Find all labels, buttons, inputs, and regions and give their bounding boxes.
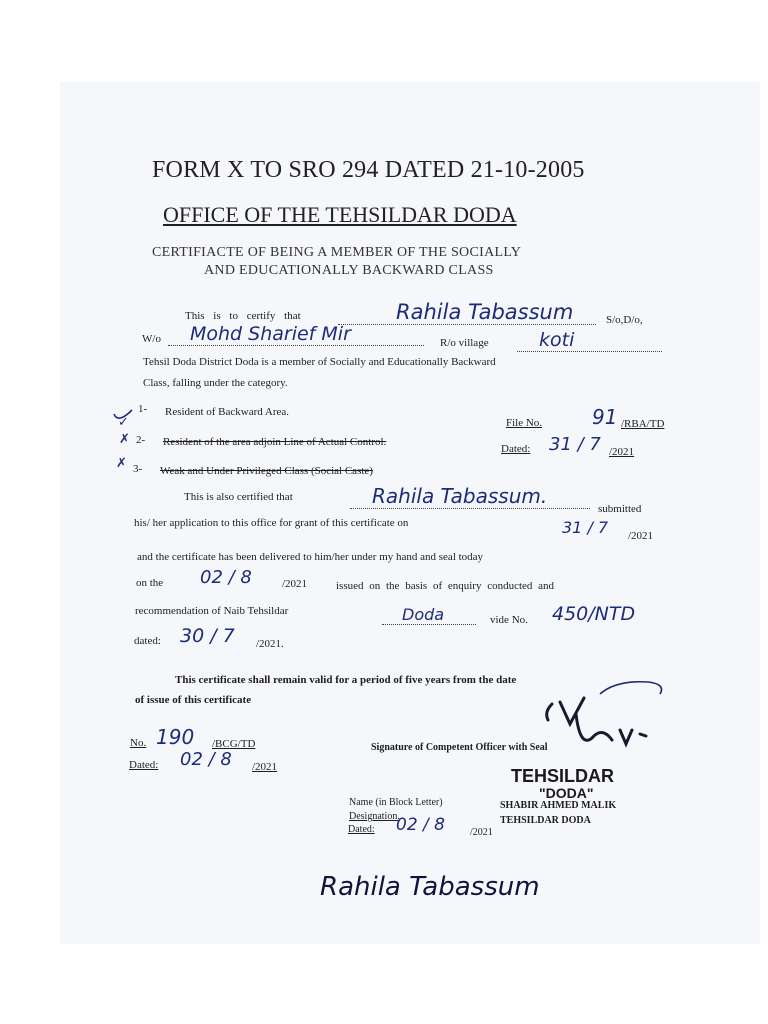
- check-mark-icon: ✓: [118, 415, 129, 430]
- footer-dated-label: Dated:: [348, 824, 375, 835]
- delivery-date: 02 / 8: [200, 567, 252, 588]
- validity-line2: of issue of this certificate: [135, 694, 252, 706]
- category-2-label: Resident of the area adjoin Line of Actual Control.: [163, 436, 387, 448]
- delivery-year: /2021: [282, 578, 308, 590]
- vide-label: vide No.: [490, 614, 528, 626]
- issued-basis: issued on the basis of enquiry conducted and: [336, 580, 555, 592]
- category-3-number: 3-: [133, 463, 143, 475]
- validity-line1: This certificate shall remain valid for a period of five years from the date: [175, 674, 517, 686]
- application-year: /2021: [628, 530, 654, 542]
- footer-dated-year: /2021: [470, 827, 493, 838]
- enquiry-date: 30 / 7: [180, 625, 235, 647]
- certify-intro: This is to certify that: [185, 310, 301, 322]
- application-date: 31 / 7: [562, 518, 609, 537]
- office-title: OFFICE OF THE TEHSILDAR DODA: [163, 202, 517, 227]
- recommendation-label: recommendation of Naib Tehsildar: [135, 605, 289, 617]
- certificate-heading-line1: CERTIFIACTE OF BEING A MEMBER OF THE SOCIALLY: [152, 245, 522, 260]
- delivery-line: and the certificate has been delivered to him/her under my hand and seal today: [137, 551, 484, 563]
- also-name-field: Rahila Tabassum.: [350, 484, 590, 509]
- designation-value: TEHSILDAR DODA: [500, 815, 591, 826]
- certificate-no-label: No.: [130, 737, 147, 749]
- stamp-title: TEHSILDAR: [511, 766, 614, 786]
- enquiry-dated-label: dated:: [134, 635, 161, 647]
- also-intro: This is also certified that: [184, 491, 293, 503]
- application-line: his/ her application to this office for grant of this certificate on: [134, 517, 409, 529]
- certificate-no-suffix: /BCG/TD: [212, 738, 256, 750]
- category-3-label: Weak and Under Privileged Class (Social Caste): [160, 465, 373, 477]
- category-1-label: Resident of Backward Area.: [165, 406, 290, 418]
- designation-label: Designation.: [349, 811, 400, 822]
- form-title: FORM X TO SRO 294 DATED 21-10-2005: [152, 157, 585, 183]
- certificate-dated-label: Dated:: [129, 759, 159, 771]
- certificate-heading-line2: AND EDUCATIONALLY BACKWARD CLASS: [204, 263, 494, 278]
- block-name-label: Name (in Block Letter): [349, 797, 443, 808]
- category-2-number: 2-: [136, 434, 146, 446]
- signature-label: Signature of Competent Officer with Seal: [371, 742, 548, 753]
- applicant-signature: Rahila Tabassum: [320, 872, 540, 902]
- village-field: koti: [517, 329, 662, 352]
- naib-tehsildar-field: Doda: [382, 605, 476, 625]
- footer-dated-value: 02 / 8: [396, 815, 445, 835]
- certificate-dated-value: 02 / 8: [180, 749, 232, 770]
- certificate-no-value: 190: [156, 725, 195, 749]
- cross-mark-icon: ✗: [116, 456, 127, 471]
- date-circle-icon: [596, 676, 666, 704]
- file-dated-year: /2021: [609, 446, 635, 458]
- spouse-name-field: Mohd Sharief Mir: [168, 323, 424, 346]
- stamp-place: "DODA": [539, 785, 594, 801]
- body-line4: Class, falling under the category.: [143, 377, 288, 389]
- wo-label: W/o: [142, 333, 161, 345]
- applicant-name-field: Rahila Tabassum: [338, 300, 596, 325]
- relation-options: S/o,D/o,: [606, 314, 643, 326]
- ro-village-label: R/o village: [440, 337, 489, 349]
- vide-number: 450/NTD: [552, 603, 636, 625]
- file-dated-label: Dated:: [501, 443, 531, 455]
- category-1-number: 1-: [138, 403, 148, 415]
- cross-mark-icon: ✗: [119, 432, 130, 447]
- submitted-label: submitted: [598, 503, 642, 515]
- certificate-dated-year: /2021: [252, 761, 278, 773]
- block-name-value: SHABIR AHMED MALIK: [500, 800, 617, 811]
- file-no-label: File No.: [506, 417, 543, 429]
- enquiry-year: /2021.: [256, 638, 284, 650]
- file-no-value: 91: [592, 405, 618, 429]
- body-line3: Tehsil Doda District Doda is a member of Socially and Educationally Backward: [143, 356, 496, 368]
- file-no-suffix: /RBA/TD: [621, 418, 665, 430]
- on-the-label: on the: [136, 577, 164, 589]
- tick-stroke-icon: [112, 400, 136, 426]
- file-dated-value: 31 / 7: [549, 434, 601, 455]
